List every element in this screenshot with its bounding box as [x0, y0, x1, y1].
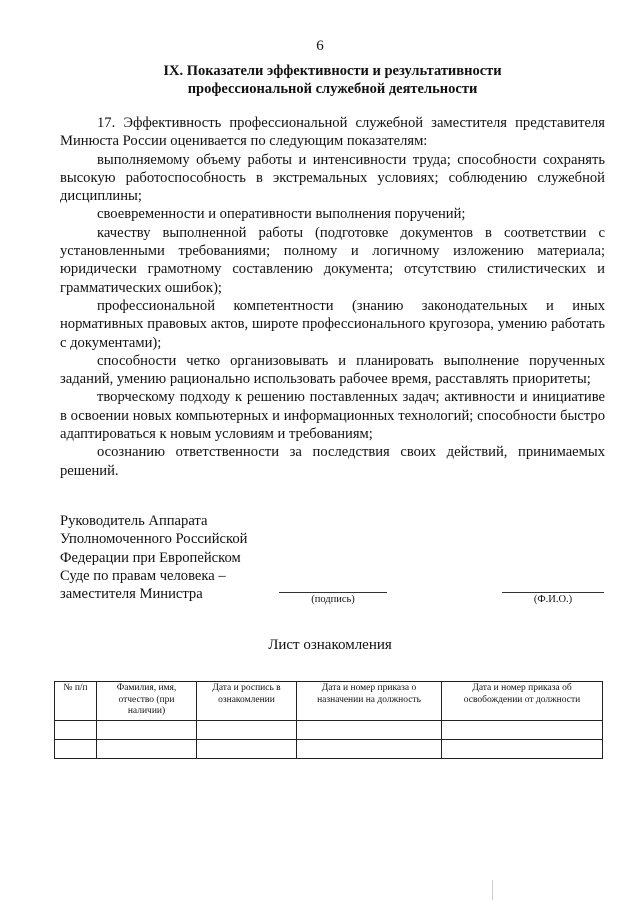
paragraph: осознанию ответственности за последствия своих действий, принимаемых решений.	[60, 444, 605, 479]
column-header: Дата и номер приказа об освобождении от должности	[442, 682, 603, 721]
table-cell	[97, 721, 197, 740]
table-header-row	[55, 682, 603, 721]
signatory-title	[60, 512, 280, 603]
column-header: № п/п	[55, 682, 97, 721]
table-cell	[297, 740, 442, 759]
name-line	[502, 592, 604, 593]
column-header: Фамилия, имя, отчество (при наличии)	[97, 682, 197, 721]
signatory-line: Руководитель Аппарата	[60, 513, 208, 529]
paragraph: своевременности и оперативности выполнения поручений;	[97, 206, 466, 223]
signature-line	[279, 592, 387, 593]
table-cell	[197, 740, 297, 759]
signatory-line: Федерации при Европейском	[60, 549, 241, 566]
column-header: Дата и роспись в ознакомлении	[197, 682, 297, 721]
acknowledgment-sheet-title: Лист ознакомления	[268, 637, 392, 653]
page-number: 6	[316, 38, 324, 54]
table-cell	[442, 721, 603, 740]
paragraph: творческому подходу к решению поставленных задач; активности и инициативе в освоении новых компьютерных и информационных технологий; способности быстро адаптироваться к новым условиям и требованиям;	[60, 389, 605, 443]
signature-caption: (подпись)	[311, 594, 355, 605]
table-row	[55, 721, 603, 740]
acknowledgment-table	[54, 681, 603, 759]
paragraph: выполняемому объему работы и интенсивности труда; способности сохранять высокую работоспособность в экстремальных условиях; соблюдению служебной дисциплины;	[60, 151, 605, 205]
table-cell	[97, 740, 197, 759]
heading-line-2: профессиональной служебной деятельности	[187, 81, 478, 97]
table-cell	[55, 740, 97, 759]
body-text	[60, 114, 605, 480]
table-cell	[197, 721, 297, 740]
section-heading	[60, 62, 605, 98]
signatory-line: заместителя Министра	[60, 586, 203, 603]
table-cell	[442, 740, 603, 759]
table-row	[55, 740, 603, 759]
paragraph: 17. Эффективность профессиональной служебной заместителя представителя Минюста России оценивается по следующим показателям:	[60, 115, 605, 150]
heading-line-1: IX. Показатели эффективности и результативности	[163, 63, 502, 79]
paragraph: профессиональной компетентности (знанию законодательных и иных нормативных правовых актов, широте профессионального кругозора, умению работать с документами);	[60, 297, 605, 351]
scan-artifact	[492, 880, 493, 900]
table-cell	[55, 721, 97, 740]
column-header: Дата и номер приказа о назначении на должность	[297, 682, 442, 721]
name-caption: (Ф.И.О.)	[533, 594, 573, 605]
signatory-line: Суде по правам человека –	[60, 567, 226, 584]
signatory-line: Уполномоченного Российской	[60, 531, 248, 548]
paragraph: способности четко организовывать и планировать выполнение порученных заданий, умению рационально использовать рабочее время, расставлять приоритеты;	[60, 352, 605, 388]
paragraph: качеству выполненной работы (подготовке документов в соответствии с установленными требованиями; полному и логичному изложению материала; юридически грамотному составлению документа; отсутствию стилистических и грамматических ошибок);	[60, 224, 605, 296]
table-cell	[297, 721, 442, 740]
